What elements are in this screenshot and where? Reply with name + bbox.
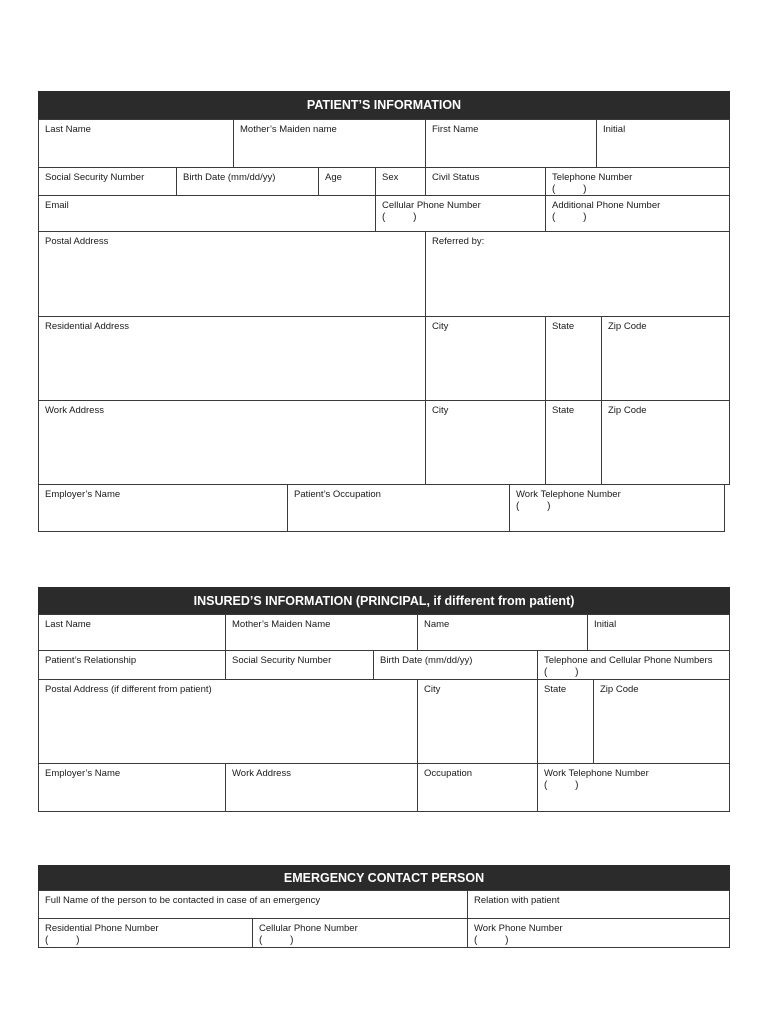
patient-employer-field[interactable]: [38, 484, 288, 532]
field-label: Initial: [603, 124, 626, 135]
insured-occupation-field[interactable]: [417, 763, 538, 812]
patient-work-state-field[interactable]: [545, 400, 602, 485]
field-label: Work Phone Number: [474, 923, 563, 934]
phone-parentheses: ( ): [544, 667, 579, 678]
patient-last-name-field[interactable]: [38, 119, 234, 168]
field-label: Postal Address (if different from patient): [45, 684, 212, 695]
patient-residential-city-field[interactable]: [425, 316, 546, 401]
field-label: Work Address: [45, 405, 104, 416]
emergency-work-phone-field[interactable]: [467, 918, 730, 948]
insured-relationship-field[interactable]: [38, 650, 226, 680]
patient-ssn-field[interactable]: [38, 167, 177, 196]
patient-residential-address-field[interactable]: [38, 316, 426, 401]
insured-section-title: INSURED’S INFORMATION (PRINCIPAL, if different from patient): [38, 587, 730, 615]
emergency-section-title: EMERGENCY CONTACT PERSON: [38, 865, 730, 891]
patient-birth-date-field[interactable]: [176, 167, 319, 196]
emergency-relation-field[interactable]: [467, 890, 730, 919]
field-label: Initial: [594, 619, 617, 630]
field-label: Postal Address: [45, 236, 109, 247]
field-label: Sex: [382, 172, 399, 183]
field-label: Age: [325, 172, 342, 183]
field-label: Work Telephone Number: [516, 489, 621, 500]
phone-parentheses: ( ): [382, 212, 417, 223]
patient-referred-by-field[interactable]: [425, 231, 730, 317]
insured-birth-date-field[interactable]: [373, 650, 538, 680]
insured-work-address-field[interactable]: [225, 763, 418, 812]
patient-sex-field[interactable]: [375, 167, 426, 196]
field-label: Zip Code: [608, 321, 647, 332]
field-label: Referred by:: [432, 236, 485, 247]
phone-parentheses: ( ): [259, 935, 294, 946]
field-label: Relation with patient: [474, 895, 560, 906]
field-label: Email: [45, 200, 69, 211]
field-label: City: [432, 321, 449, 332]
field-label: State: [552, 405, 575, 416]
insured-city-field[interactable]: [417, 679, 538, 764]
patient-postal-address-field[interactable]: [38, 231, 426, 317]
phone-parentheses: ( ): [474, 935, 509, 946]
patient-mothers-maiden-name-field[interactable]: [233, 119, 426, 168]
phone-parentheses: ( ): [516, 501, 551, 512]
insured-zip-field[interactable]: [593, 679, 730, 764]
field-label: State: [552, 321, 575, 332]
field-label: Mother’s Maiden name: [240, 124, 337, 135]
field-label: Birth Date (mm/dd/yy): [380, 655, 473, 666]
phone-parentheses: ( ): [552, 212, 587, 223]
field-label: Last Name: [45, 124, 91, 135]
patient-initial-field[interactable]: [596, 119, 730, 168]
field-label: City: [432, 405, 449, 416]
phone-parentheses: ( ): [544, 780, 579, 791]
field-label: Name: [424, 619, 450, 630]
field-label: Employer’s Name: [45, 489, 121, 500]
patient-email-field[interactable]: [38, 195, 376, 232]
field-label: Telephone and Cellular Phone Numbers: [544, 655, 713, 666]
emergency-residential-phone-field[interactable]: [38, 918, 253, 948]
insured-ssn-field[interactable]: [225, 650, 374, 680]
insured-last-name-field[interactable]: [38, 614, 226, 651]
field-label: Additional Phone Number: [552, 200, 661, 211]
patient-work-phone-field[interactable]: [509, 484, 725, 532]
patient-occupation-field[interactable]: [287, 484, 510, 532]
field-label: Work Address: [232, 768, 291, 779]
patient-civil-status-field[interactable]: [425, 167, 546, 196]
patient-work-address-field[interactable]: [38, 400, 426, 485]
field-label: State: [544, 684, 567, 695]
field-label: First Name: [432, 124, 479, 135]
field-label: Civil Status: [432, 172, 480, 183]
field-label: Cellular Phone Number: [259, 923, 358, 934]
field-label: Zip Code: [600, 684, 639, 695]
field-label: Cellular Phone Number: [382, 200, 481, 211]
field-label: Full Name of the person to be contacted in case of an emergency: [45, 895, 321, 906]
phone-parentheses: ( ): [45, 935, 80, 946]
field-label: Employer’s Name: [45, 768, 121, 779]
field-label: Social Security Number: [45, 172, 145, 183]
patient-residential-zip-field[interactable]: [601, 316, 730, 401]
patient-age-field[interactable]: [318, 167, 376, 196]
insured-postal-address-field[interactable]: [38, 679, 418, 764]
field-label: Social Security Number: [232, 655, 332, 666]
patient-work-city-field[interactable]: [425, 400, 546, 485]
field-label: Last Name: [45, 619, 91, 630]
patient-cellular-field[interactable]: [375, 195, 546, 232]
insured-name-field[interactable]: [417, 614, 588, 651]
insured-phones-field[interactable]: [537, 650, 730, 680]
field-label: Residential Address: [45, 321, 129, 332]
emergency-cellular-phone-field[interactable]: [252, 918, 468, 948]
field-label: Residential Phone Number: [45, 923, 159, 934]
field-label: Telephone Number: [552, 172, 633, 183]
field-label: Zip Code: [608, 405, 647, 416]
patient-section-title: PATIENT’S INFORMATION: [38, 91, 730, 119]
insured-initial-field[interactable]: [587, 614, 730, 651]
field-label: Work Telephone Number: [544, 768, 649, 779]
patient-additional-phone-field[interactable]: [545, 195, 730, 232]
phone-parentheses: ( ): [552, 184, 587, 195]
field-label: Patient’s Relationship: [45, 655, 137, 666]
patient-telephone-field[interactable]: [545, 167, 730, 196]
patient-work-zip-field[interactable]: [601, 400, 730, 485]
field-label: Patient’s Occupation: [294, 489, 381, 500]
field-label: Occupation: [424, 768, 473, 779]
emergency-full-name-field[interactable]: [38, 890, 468, 919]
patient-first-name-field[interactable]: [425, 119, 597, 168]
field-label: Birth Date (mm/dd/yy): [183, 172, 276, 183]
field-label: Mother’s Maiden Name: [232, 619, 331, 630]
field-label: City: [424, 684, 441, 695]
insured-state-field[interactable]: [537, 679, 594, 764]
insured-work-phone-field[interactable]: [537, 763, 730, 812]
insured-employer-field[interactable]: [38, 763, 226, 812]
patient-residential-state-field[interactable]: [545, 316, 602, 401]
insured-mothers-maiden-name-field[interactable]: [225, 614, 418, 651]
